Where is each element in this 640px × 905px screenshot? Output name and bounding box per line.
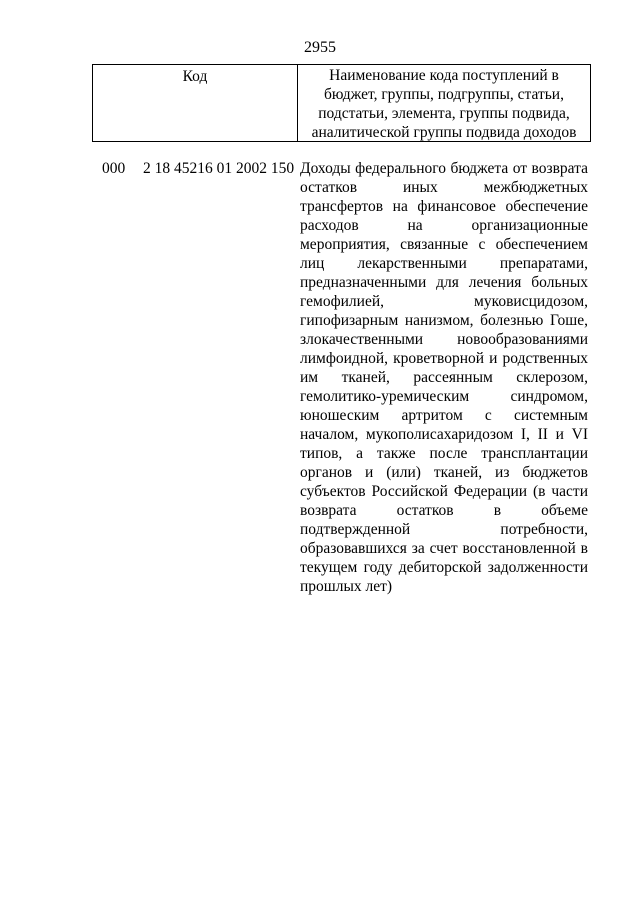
header-name-column: Наименование кода поступлений в бюджет, группы, подгруппы, статьи, подстатьи, элемента, группы подвида, аналитической группы подвида доходов [311, 67, 577, 141]
table-header [92, 64, 591, 142]
admin-code-cell: 000 [102, 160, 126, 177]
income-code-cell: 2 18 45216 01 2002 150 [143, 160, 295, 177]
header-code-column: Код [93, 65, 298, 141]
page-number: 2955 [304, 39, 336, 56]
description-cell: Доходы федерального бюджета от возврата остатков иных межбюджетных трансфертов на финансовое обеспечение расходов на организационные мероприятия, связанные с обеспечением лиц лекарственными препаратами, предназначенными для лечения больных гемофилией, муковисцидозом, гипофизарным нанизмом, болезнью Гоше, злокачественными новообразованиями лимфоидной, кроветворной и родственных им тканей, рассеянным склерозом, гемолитико-уремическим синдромом, юношеским артритом с системным началом, мукополисахаридозом I, II и VI типов, а также после трансплантации органов и (или) тканей, из бюджетов субъектов Российской Федерации (в части возврата остатков в объеме подтвержденной потребности, образовавшихся за счет восстановленной в текущем году дебиторской задолженности прошлых лет) [300, 160, 588, 595]
